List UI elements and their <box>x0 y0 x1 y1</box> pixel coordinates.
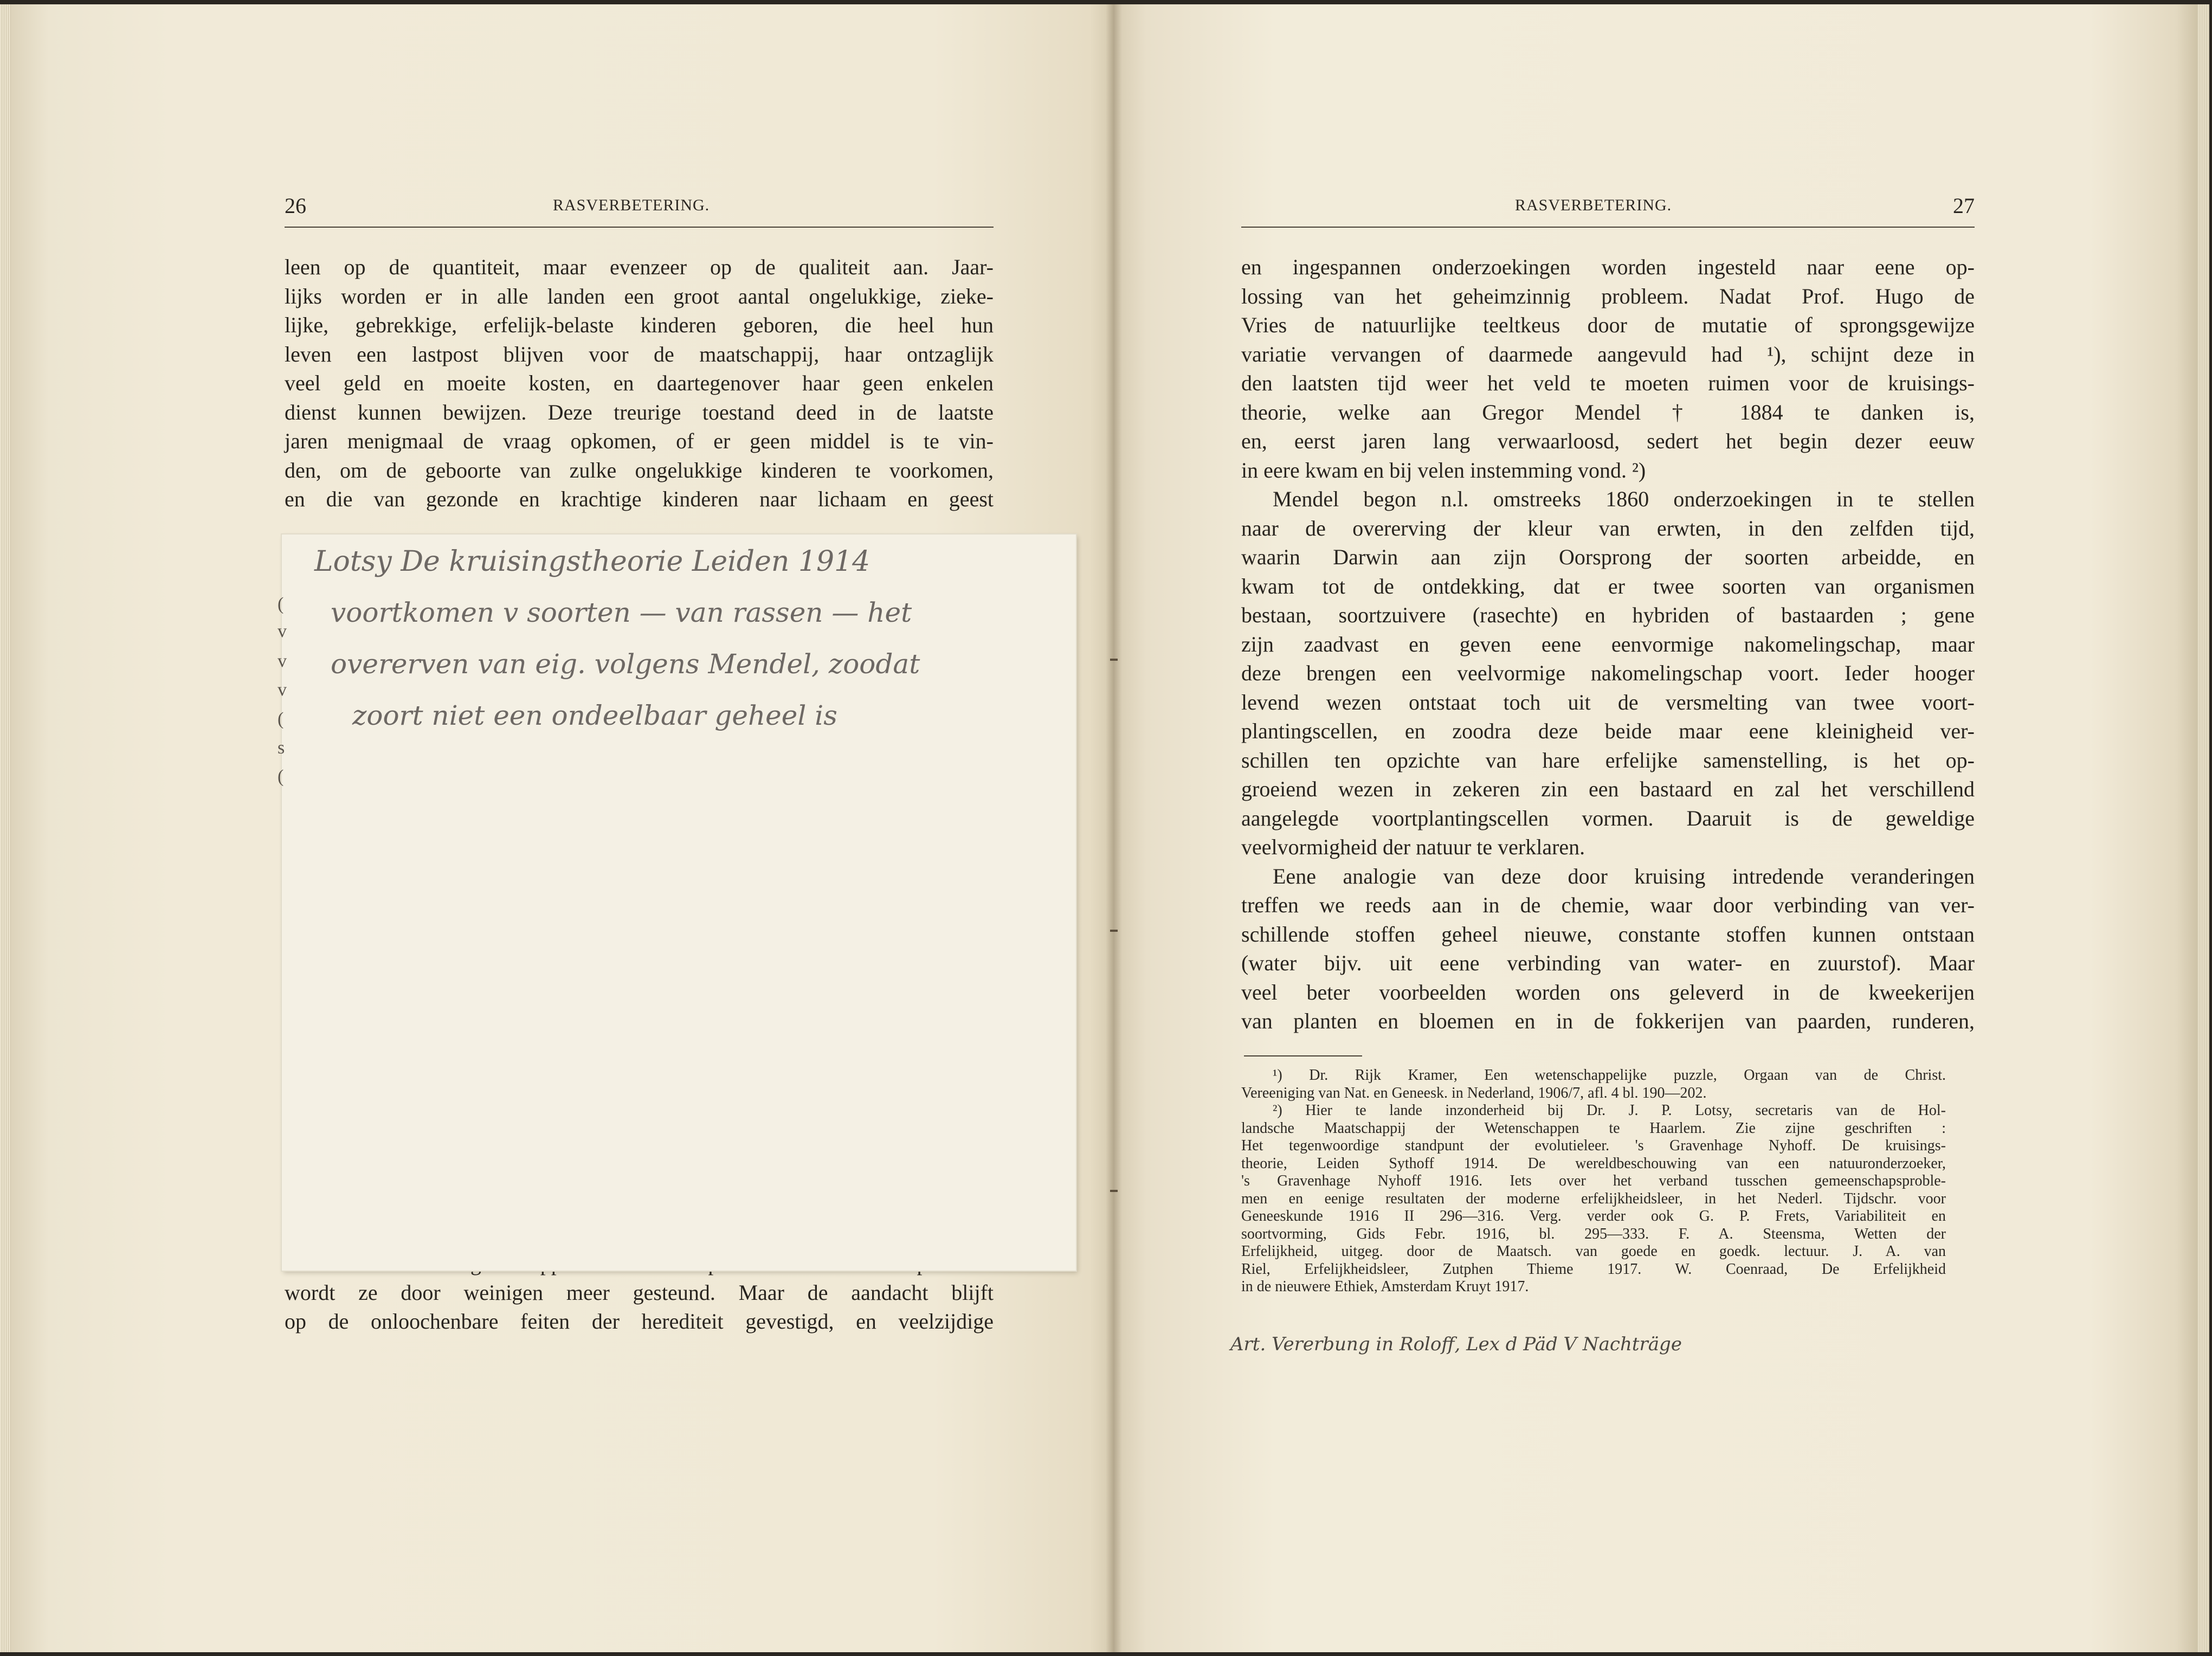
text-line: op de onloochenbare feiten der herediteit gevestigd, en veelzijdige <box>285 1309 994 1333</box>
left-running-title: RASVERBETERING. <box>553 196 710 214</box>
footnote-line: 's Gravenhage Nyhoff 1916. Iets over het verband tusschen gemeenschapsproble- <box>1241 1172 1946 1189</box>
footnote-line: Erfelijkheid, uitgeg. door de Maatsch. van goede en goedk. lectuur. J. A. van <box>1241 1243 1946 1260</box>
text-line: groeiend wezen in zekeren zin een bastaard en zal het verschillend <box>1241 777 1975 801</box>
text-line: schillen ten opzichte van hare erfelijke samenstelling, is het op- <box>1241 748 1975 772</box>
text-line: leven een lastpost blijven voor de maatschappij, haar ontzaglijk <box>285 341 994 366</box>
right-page <box>1114 4 2198 1652</box>
text-line: veel geld en moeite kosten, en daartegenover haar geen enkelen <box>285 371 994 395</box>
book-gutter <box>1106 4 1122 1652</box>
text-line: den, om de geboorte van zulke ongelukkige kinderen te voorkomen, <box>285 458 994 482</box>
left-running-head <box>285 189 994 221</box>
covered-text-fragment: s <box>278 738 285 758</box>
right-running-title: RASVERBETERING. <box>1515 196 1672 214</box>
footnote-line: in de nieuwere Ethiek, Amsterdam Kruyt 1917. <box>1241 1278 1529 1295</box>
text-line: den laatsten tijd weer het veld te moeten ruimen voor de kruisings- <box>1241 371 1975 395</box>
text-line: en, eerst jaren lang verwaarloosd, sedert het begin dezer eeuw <box>1241 429 1975 453</box>
text-line: waarin Darwin aan zijn Oorsprong der soorten arbeidde, en <box>1241 545 1975 569</box>
paragraph <box>1241 862 1975 1036</box>
footnote-line: Het tegenwoordige standpunt der evolutieleer. 's Gravenhage Nyhoff. De kruisings- <box>1241 1137 1946 1154</box>
footnote-line: theorie, Leiden Sythoff 1914. De wereldbeschouwing van een natuuronderzoeker, <box>1241 1155 1946 1172</box>
text-line: variatie vervangen of daarmede aangevuld had ¹), schijnt deze in <box>1241 341 1975 366</box>
footnote-line: Geneeskunde 1916 II 296—316. Verg. verder ook G. P. Frets, Variabiliteit en <box>1241 1208 1946 1225</box>
binding-thread <box>1110 930 1118 932</box>
right-body <box>1241 253 1975 1036</box>
text-line: jaren menigmaal de vraag opkomen, of er geen middel is te vin- <box>285 429 994 453</box>
paragraph <box>1241 253 1975 485</box>
text-line: aangelegde voortplantingscellen vormen. Daaruit is de geweldige <box>1241 806 1975 830</box>
text-line: schillende stoffen geheel nieuwe, constante stoffen kunnen ontstaan <box>1241 922 1975 946</box>
text-line: Mendel begon n.l. omstreeks 1860 onderzoekingen in te stellen <box>1273 487 1975 511</box>
left-head-rule <box>285 227 994 228</box>
text-line: deze brengen een veelvormige nakomelingschap voort. Ieder hooger <box>1241 661 1975 685</box>
binding-thread <box>1110 1190 1118 1192</box>
left-page-edge <box>0 4 12 1652</box>
footnote-line: Riel, Erfelijkheidsleer, Zutphen Thieme 1917. W. Coenraad, De Erfelijkheid <box>1241 1260 1946 1278</box>
text-line: theorie, welke aan Gregor Mendel † 1884 te danken is, <box>1241 399 1975 424</box>
text-line: veelvormigheid der natuur te verklaren. <box>1241 835 1585 859</box>
text-line: en die van gezonde en krachtige kinderen naar lichaam en geest <box>285 487 994 511</box>
footnote-line: landsche Maatschappij der Wetenschappen te Haarlem. Zie zijne geschriften : <box>1241 1119 1946 1137</box>
covered-text-fragment: ( <box>278 709 284 729</box>
paragraph <box>1241 485 1975 862</box>
footnote-line: ²) Hier te lande inzonderheid bij Dr. J. P. Lotsy, secretaris van de Hol- <box>1273 1102 1946 1119</box>
text-line: Vries de natuurlijke teeltkeus door de mutatie of sprongsgewijze <box>1241 313 1975 337</box>
text-line: en ingespannen onderzoekingen worden ingesteld naar eene op- <box>1241 255 1975 279</box>
right-page-edge <box>2197 4 2209 1652</box>
text-line: Eene analogie van deze door kruising intredende veranderingen <box>1273 864 1975 888</box>
handwritten-footnote: Art. Vererbung in Roloff, Lex d Päd V Nachträge <box>1230 1333 1682 1355</box>
text-line: dienst kunnen bewijzen. Deze treurige toestand deed in de laatste <box>285 399 994 424</box>
text-line: zijn zaadvast en geven eene eenvormige nakomelingschap, maar <box>1241 632 1975 656</box>
text-line: lijke, gebrekkige, erfelijk-belaste kinderen geboren, die heel hun <box>285 313 994 337</box>
text-line: kwam tot de ontdekking, dat er twee soorten van organismen <box>1241 574 1975 598</box>
handwritten-line: zoort niet een ondeelbaar geheel is <box>352 700 837 731</box>
text-line: treffen we reeds aan in de chemie, waar door verbinding van ver- <box>1241 893 1975 917</box>
text-line: in eere kwam en bij velen instemming vond. ²) <box>1241 458 1646 482</box>
text-line: lijks worden er in alle landen een groot aantal ongelukkige, zieke- <box>285 283 994 308</box>
covered-text-fragment: v <box>278 651 287 671</box>
pasted-note-slip <box>278 534 1076 1271</box>
text-line: levend wezen ontstaat toch uit de versmelting van twee voort- <box>1241 690 1975 714</box>
handwritten-line: voortkomen v soorten — van rassen — het <box>331 597 912 628</box>
covered-text-fragment: v <box>278 621 287 641</box>
text-line: veel beter voorbeelden worden ons geleverd in de kweekerijen <box>1241 980 1975 1004</box>
footnote-line: men en eenige resultaten der moderne erfelijkheidsleer, in het Nederl. Tijdschr. voor <box>1241 1190 1946 1207</box>
left-page-number: 26 <box>285 194 306 218</box>
right-running-head <box>1241 189 1975 221</box>
handwritten-line: overerven van eig. volgens Mendel, zoodat <box>331 648 920 680</box>
binding-thread <box>1110 659 1118 661</box>
footnote-line: ¹) Dr. Rijk Kramer, Een wetenschappelijke puzzle, Orgaan van de Christ. <box>1273 1067 1946 1084</box>
text-line: bestaan, soortzuivere (rasechte) en hybriden of bastaarden ; gene <box>1241 603 1975 627</box>
text-line: lossing van het geheimzinnig probleem. Nadat Prof. Hugo de <box>1241 283 1975 308</box>
text-line: naar de overerving der kleur van erwten, in den zelfden tijd, <box>1241 516 1975 540</box>
covered-text-fragment: v <box>278 680 287 700</box>
footnote-rule <box>1244 1055 1362 1056</box>
text-line: van planten en bloemen en in de fokkerijen van paarden, runderen, <box>1241 1009 1975 1033</box>
text-line: wordt ze door weinigen meer gesteund. Maar de aandacht blijft <box>285 1280 994 1305</box>
left-page <box>11 4 1114 1652</box>
covered-text-fragment: ( <box>278 766 284 787</box>
footnote-line: soortvorming, Gids Febr. 1916, bl. 295—333. F. A. Steensma, Wetten der <box>1241 1225 1946 1242</box>
right-head-rule <box>1241 227 1975 228</box>
footnote-line: Vereeniging van Nat. en Geneesk. in Nederland, 1906/7, afl. 4 bl. 190—202. <box>1241 1084 1707 1101</box>
text-line: plantingscellen, en zoodra deze beide maar eene kleinigheid ver- <box>1241 719 1975 743</box>
left-top-paragraph <box>285 253 994 514</box>
covered-text-fragment: ( <box>278 594 284 614</box>
footnotes <box>1241 1067 1946 1296</box>
text-line: (water bijv. uit eene verbinding van water- en zuurstof). Maar <box>1241 951 1975 975</box>
right-page-number: 27 <box>1953 194 1975 218</box>
text-line: leen op de quantiteit, maar evenzeer op de qualiteit aan. Jaar- <box>285 255 994 279</box>
handwritten-line: Lotsy De kruisingstheorie Leiden 1914 <box>314 545 870 578</box>
